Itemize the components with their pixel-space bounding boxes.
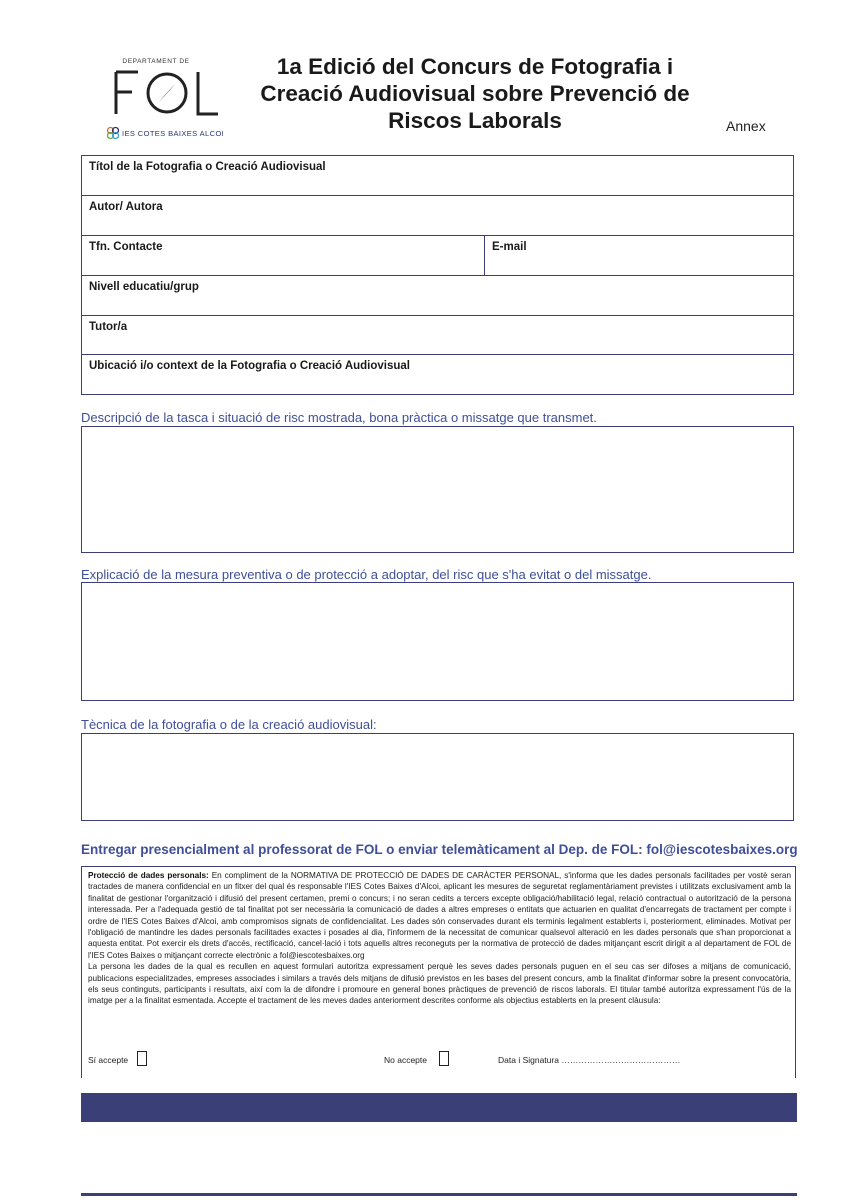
technique-heading: Tècnica de la fotografia o de la creació audiovisual: bbox=[81, 717, 377, 732]
accept-checkbox[interactable] bbox=[137, 1051, 147, 1066]
tutor-field[interactable] bbox=[82, 316, 793, 355]
title-field[interactable] bbox=[82, 156, 793, 196]
annex-label: Annex bbox=[726, 118, 766, 134]
privacy-notice-box bbox=[81, 866, 796, 1078]
privacy-paragraph-1: En compliment de la NORMATIVA DE PROTECCIÓ DE DADES DE CARÀCTER PERSONAL, s'informa que les dades personals facilitades per vostè seran tractades de manera confidencial en un fitxer del qual és responsable l'IES Cotes Baixes d'Alcoi, aplicant les mesures de seguretat reglamentàriament previstes i utilitzats exclusivament amb la finalitat de gestionar l'organització i difusió del present certamen, premi o concurs; i no seran cedits a tercers excepte obligació/habilitació legal, relació contractual o autorització de la persona interessada. Per a l'adequada gestió de tal finalitat pot ser necessària la comunicació de dades a altres empreses o entitats que actuarien en qualitat d'encarregats de tractament per compte i ordre de l'IES Cotes Baixes d'Alcoi, amb compromisos signats de confidencialitat. Les dades són conservades durant els terminis legalment establerts i, posteriorment, eliminades. Motivat per l'obligació de mantindre les dades personals facilitades exactes i posades al dia, l'informem de la necessitat de comunicar qualsevol alteració en les dades personals que s'han proporcionat a aquesta entitat. Pot exercir els drets d'accés, rectificació, cancel·lació i tots aquells altres reconeguts per la normativa de protecció de dades mitjançant escrit dirigit a al departament de FOL de l'IES Cotes Baixes o mitjançant correcte electrònic a fol@iescotesbaixes.org bbox=[88, 871, 791, 960]
level-field-label: Nivell educatiu/grup bbox=[89, 281, 199, 293]
description-heading: Descripció de la tasca i situació de risc mostrada, bona pràctica o missatge que transmet. bbox=[81, 410, 597, 425]
email-field-label: E-mail bbox=[492, 241, 527, 253]
location-field-label: Ubicació i/o context de la Fotografia o Creació Audiovisual bbox=[89, 360, 410, 372]
explanation-box[interactable] bbox=[81, 582, 794, 701]
tutor-field-label: Tutor/a bbox=[89, 321, 128, 333]
email-field[interactable] bbox=[485, 236, 793, 275]
page-title bbox=[240, 53, 710, 134]
contact-row bbox=[82, 236, 793, 276]
author-field[interactable] bbox=[82, 196, 793, 236]
privacy-paragraph-2: La persona les dades de la qual es recullen en aquest formulari autoritza expressament perquè les seves dades personals puguen en el seu cas ser difoses a mitjans de comunicació, publicacions especialitzades, empreses associades i similars a través dels mitjans de difusió previstos en les bases del present concurs, amb la finalitat d'informar sobre la present convocatòria, els seus continguts, participants i resultats, així com la de difondre i promoure en general bones pràctiques de prevenció de riscos laborals. El titular també autoritza expressament l'ús de la imatge per a la finalitat esmentada. Accepte el tractament de les meves dades anteriorment descrites conforme als objectius establerts en la present clàusula: bbox=[88, 962, 791, 1006]
delivery-instructions: Entregar presencialment al professorat de FOL o enviar telemàticament al Dep. de FOL: fol@iescotesbaixes.org bbox=[81, 842, 798, 857]
entry-form-table bbox=[81, 155, 794, 395]
title-line-3: Riscos Laborals bbox=[388, 108, 562, 133]
logo-department-label: DEPARTAMENT DE bbox=[122, 58, 190, 65]
privacy-heading: Protecció de dades personals: bbox=[88, 871, 209, 880]
accept-label: Sí accepte bbox=[88, 1055, 129, 1065]
reject-label: No accepte bbox=[384, 1055, 427, 1065]
title-line-1: 1a Edició del Concurs de Fotografia i bbox=[276, 54, 674, 79]
department-logo bbox=[108, 55, 226, 143]
location-field[interactable] bbox=[82, 355, 793, 394]
author-field-label: Autor/ Autora bbox=[89, 201, 163, 213]
title-line-2: Creació Audiovisual sobre Prevenció de bbox=[260, 81, 690, 106]
footer-band bbox=[81, 1093, 797, 1122]
fol-logo-mark bbox=[112, 68, 222, 120]
logo-school-name: IES COTES BAIXES ALCOI bbox=[122, 129, 225, 138]
level-field[interactable] bbox=[82, 276, 793, 316]
title-field-label: Títol de la Fotografia o Creació Audiovisual bbox=[89, 161, 326, 173]
phone-field[interactable] bbox=[82, 236, 484, 275]
school-knot-icon bbox=[106, 126, 120, 140]
explanation-heading: Explicació de la mesura preventiva o de protecció a adoptar, del risc que s'ha evitat o del missatge. bbox=[81, 567, 652, 582]
description-box[interactable] bbox=[81, 426, 794, 553]
consent-row bbox=[88, 1051, 788, 1071]
reject-checkbox[interactable] bbox=[439, 1051, 449, 1066]
phone-field-label: Tfn. Contacte bbox=[89, 241, 163, 253]
technique-box[interactable] bbox=[81, 733, 794, 821]
bottom-rule bbox=[81, 1193, 797, 1196]
privacy-text bbox=[88, 870, 791, 1007]
date-signature-field[interactable]: Data i Signatura …………………………………… bbox=[498, 1055, 681, 1065]
